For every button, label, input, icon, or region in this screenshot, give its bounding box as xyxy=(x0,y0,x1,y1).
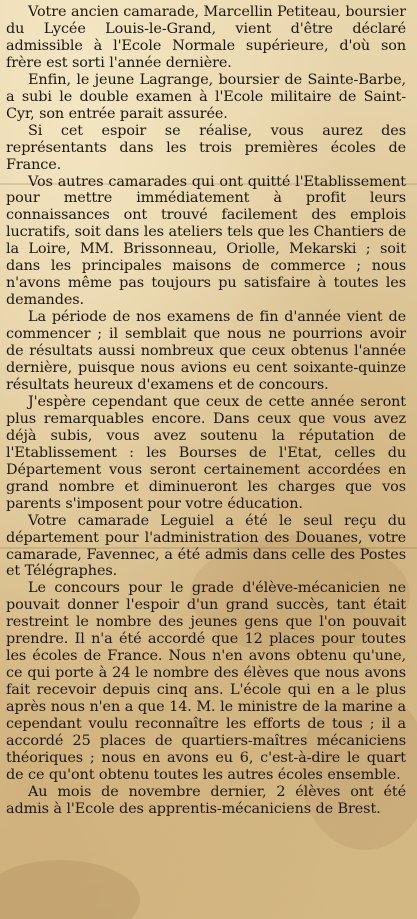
article-body xyxy=(6,4,406,818)
paragraph: Si cet espoir se réalise, vous aurez des représentants dans les trois premières écoles de France. xyxy=(6,122,406,173)
paragraph: Vos autres camarades qui ont quitté l'Etablissement pour mettre immédiatement à profit leurs connaissances ont trouvé facilement des emplois lucratifs, soit dans les ateliers tels que les Chantiers de la Loire, MM. Brissonneau, Oriolle, Mekarski ; soit dans les principales maisons de commerce ; nous n'avons même pas toujours pu satisfaire à toutes les demandes. xyxy=(6,173,406,309)
paragraph: Votre camarade Leguiel a été le seul reçu du département pour l'administration des Douanes, votre camarade, Favennec, a été admis dans celle des Postes et Télégraphes. xyxy=(6,512,406,580)
paragraph: La période de nos examens de fin d'année vient de commencer ; il semblait que nous ne pourrions avoir de résultats aussi nombreux que ceux obtenus l'année dernière, puisque nous avions eu cent soixante-quinze résultats heureux d'examens et de concours. xyxy=(6,309,406,393)
paragraph: Votre ancien camarade, Marcellin Petiteau, boursier du Lycée Louis-le-Grand, vient d'être déclaré admissible à l'Ecole Normale supérieure, d'où son frère est sorti l'année dernière. xyxy=(6,4,406,71)
paragraph: Enfin, le jeune Lagrange, boursier de Sainte-Barbe, a subi le double examen à l'Ecole militaire de Saint-Cyr, son entrée parait assurée. xyxy=(6,71,406,122)
paragraph: Au mois de novembre dernier, 2 élèves ont été admis à l'Ecole des apprentis-mécaniciens de Brest. xyxy=(6,783,406,817)
paragraph: Le concours pour le grade d'élève-mécanicien ne pouvait donner l'espoir d'un grand succès, tant était restreint le nombre des jeunes gens que l'on pouvait prendre. Il n'a été accordé que 12 places pour toutes les écoles de France. Nous n'en avons obtenu qu'une, ce qui porte à 24 le nombre des élèves que nous avons fait recevoir depuis cinq ans. L'école qui en a le plus après nous n'en a que 14. M. le ministre de la marine a cependant voulu reconnaître les efforts de tous ; il a accordé 25 places de quartiers-maîtres mécaniciens théoriques ; nous en avons eu 6, c'est-à-dire le quart de ce qu'ont obtenu toutes les autres écoles ensemble. xyxy=(6,580,406,783)
paragraph: J'espère cependant que ceux de cette année seront plus remarquables encore. Dans ceux que vous avez déjà subis, vous avez soutenu la réputation de l'Etablissement : les Bourses de l'Etat, celles du Département vous seront certainement accordées en grand nombre et diminueront les charges que vos parents s'imposent pour votre éducation. xyxy=(6,393,406,512)
paper-stain xyxy=(0,860,140,919)
